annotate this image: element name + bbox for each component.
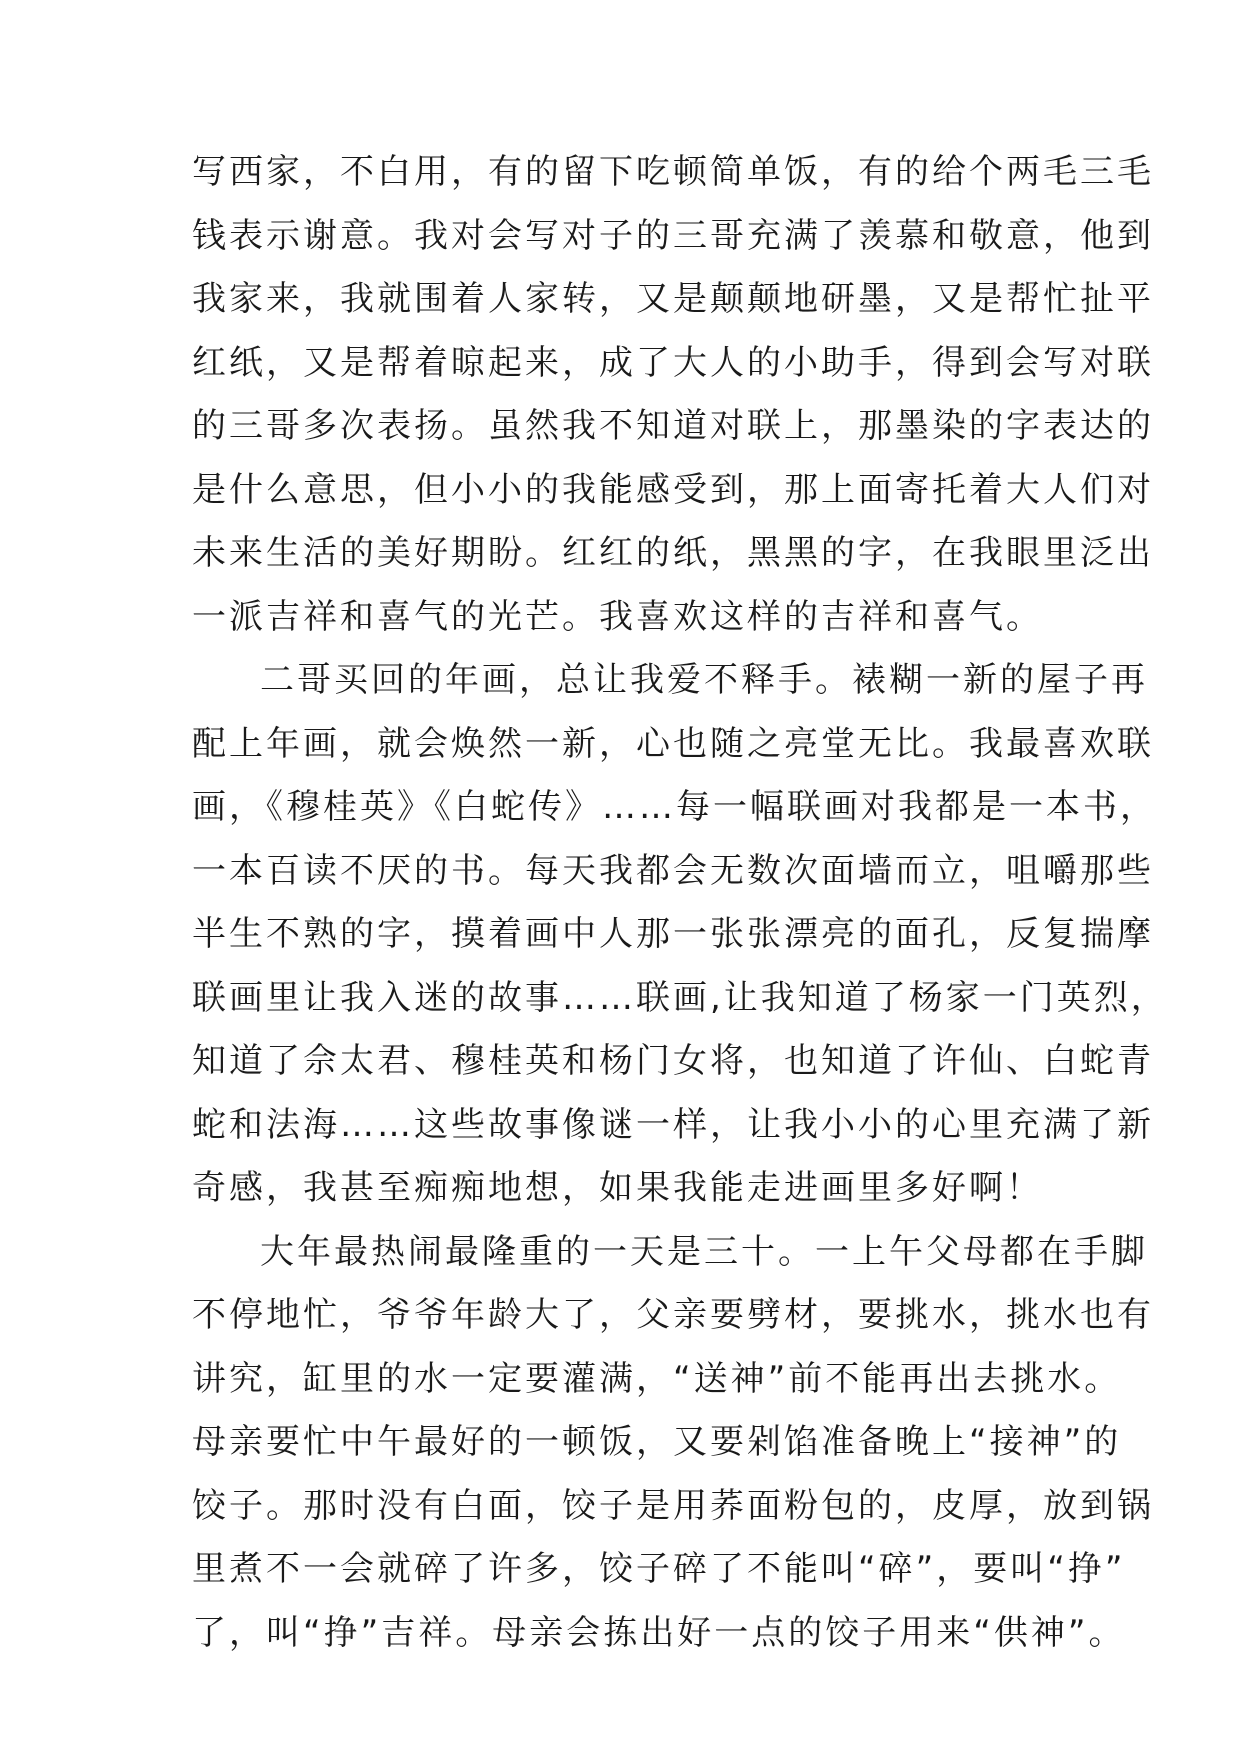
body-text [192, 141, 1168, 1665]
text-line-23: 里煮不一会就碎了许多，饺子碎了不能叫“碎”，要叫“挣” [192, 1549, 1126, 1589]
text-line-18: 大年最热闹最隆重的一天是三十。一上午父母都在手脚 [260, 1231, 1148, 1272]
text-line-24: 了，叫“挣”吉祥。母亲会拣出好一点的饺子用来“供神”。 [192, 1612, 1126, 1653]
text-line-3: 我家来，我就围着人家转，又是颠颠地研墨，又是帮忙扯平 [192, 279, 1154, 319]
text-line-6: 是什么意思，但小小的我能感受到，那上面寄托着大人们对 [192, 469, 1154, 510]
text-line-2: 钱表示谢意。我对会写对子的三哥充满了羡慕和敬意，他到 [192, 215, 1154, 256]
text-line-1: 写西家，不白用，有的留下吃顿简单饭，有的给个两毛三毛 [192, 152, 1154, 192]
text-line-7: 未来生活的美好期盼。红红的纸，黑黑的字，在我眼里泛出 [192, 533, 1154, 573]
text-line-9: 二哥买回的年画，总让我爱不释手。裱糊一新的屋子再 [260, 660, 1148, 700]
text-line-4: 红纸，又是帮着晾起来，成了大人的小助手，得到会写对联 [192, 342, 1154, 383]
text-line-11: 画，《穆桂英》《白蛇传》……每一幅联画对我都是一本书， [192, 787, 1157, 827]
text-line-14: 联画里让我入迷的故事……联画,让我知道了杨家一门英烈， [192, 977, 1168, 1018]
text-line-21: 母亲要忙中午最好的一顿饭，又要剁馅准备晚上“接神”的 [192, 1422, 1122, 1462]
text-line-5: 的三哥多次表扬。虽然我不知道对联上，那墨染的字表达的 [192, 406, 1154, 446]
text-line-19: 不停地忙，爷爷年龄大了，父亲要劈材，要挑水，挑水也有 [192, 1295, 1154, 1335]
text-line-15: 知道了佘太君、穆桂英和杨门女将，也知道了许仙、白蛇青 [192, 1041, 1154, 1081]
text-line-13: 半生不熟的字，摸着画中人那一张张漂亮的面孔，反复揣摩 [192, 914, 1154, 954]
text-line-16: 蛇和法海……这些故事像谜一样，让我小小的心里充满了新 [192, 1104, 1154, 1145]
text-line-12: 一本百读不厌的书。每天我都会无数次面墙而立，咀嚼那些 [192, 850, 1154, 891]
text-line-20: 讲究，缸里的水一定要灌满，“送神”前不能再出去挑水。 [192, 1358, 1122, 1399]
text-line-10: 配上年画，就会焕然一新，心也随之亮堂无比。我最喜欢联 [192, 723, 1154, 764]
text-line-8: 一派吉祥和喜气的光芒。我喜欢这样的吉祥和喜气。 [192, 596, 1043, 637]
text-line-17: 奇感，我甚至痴痴地想，如果我能走进画里多好啊！ [192, 1168, 1043, 1208]
text-line-22: 饺子。那时没有白面，饺子是用荞面粉包的，皮厚，放到锅 [192, 1485, 1154, 1526]
